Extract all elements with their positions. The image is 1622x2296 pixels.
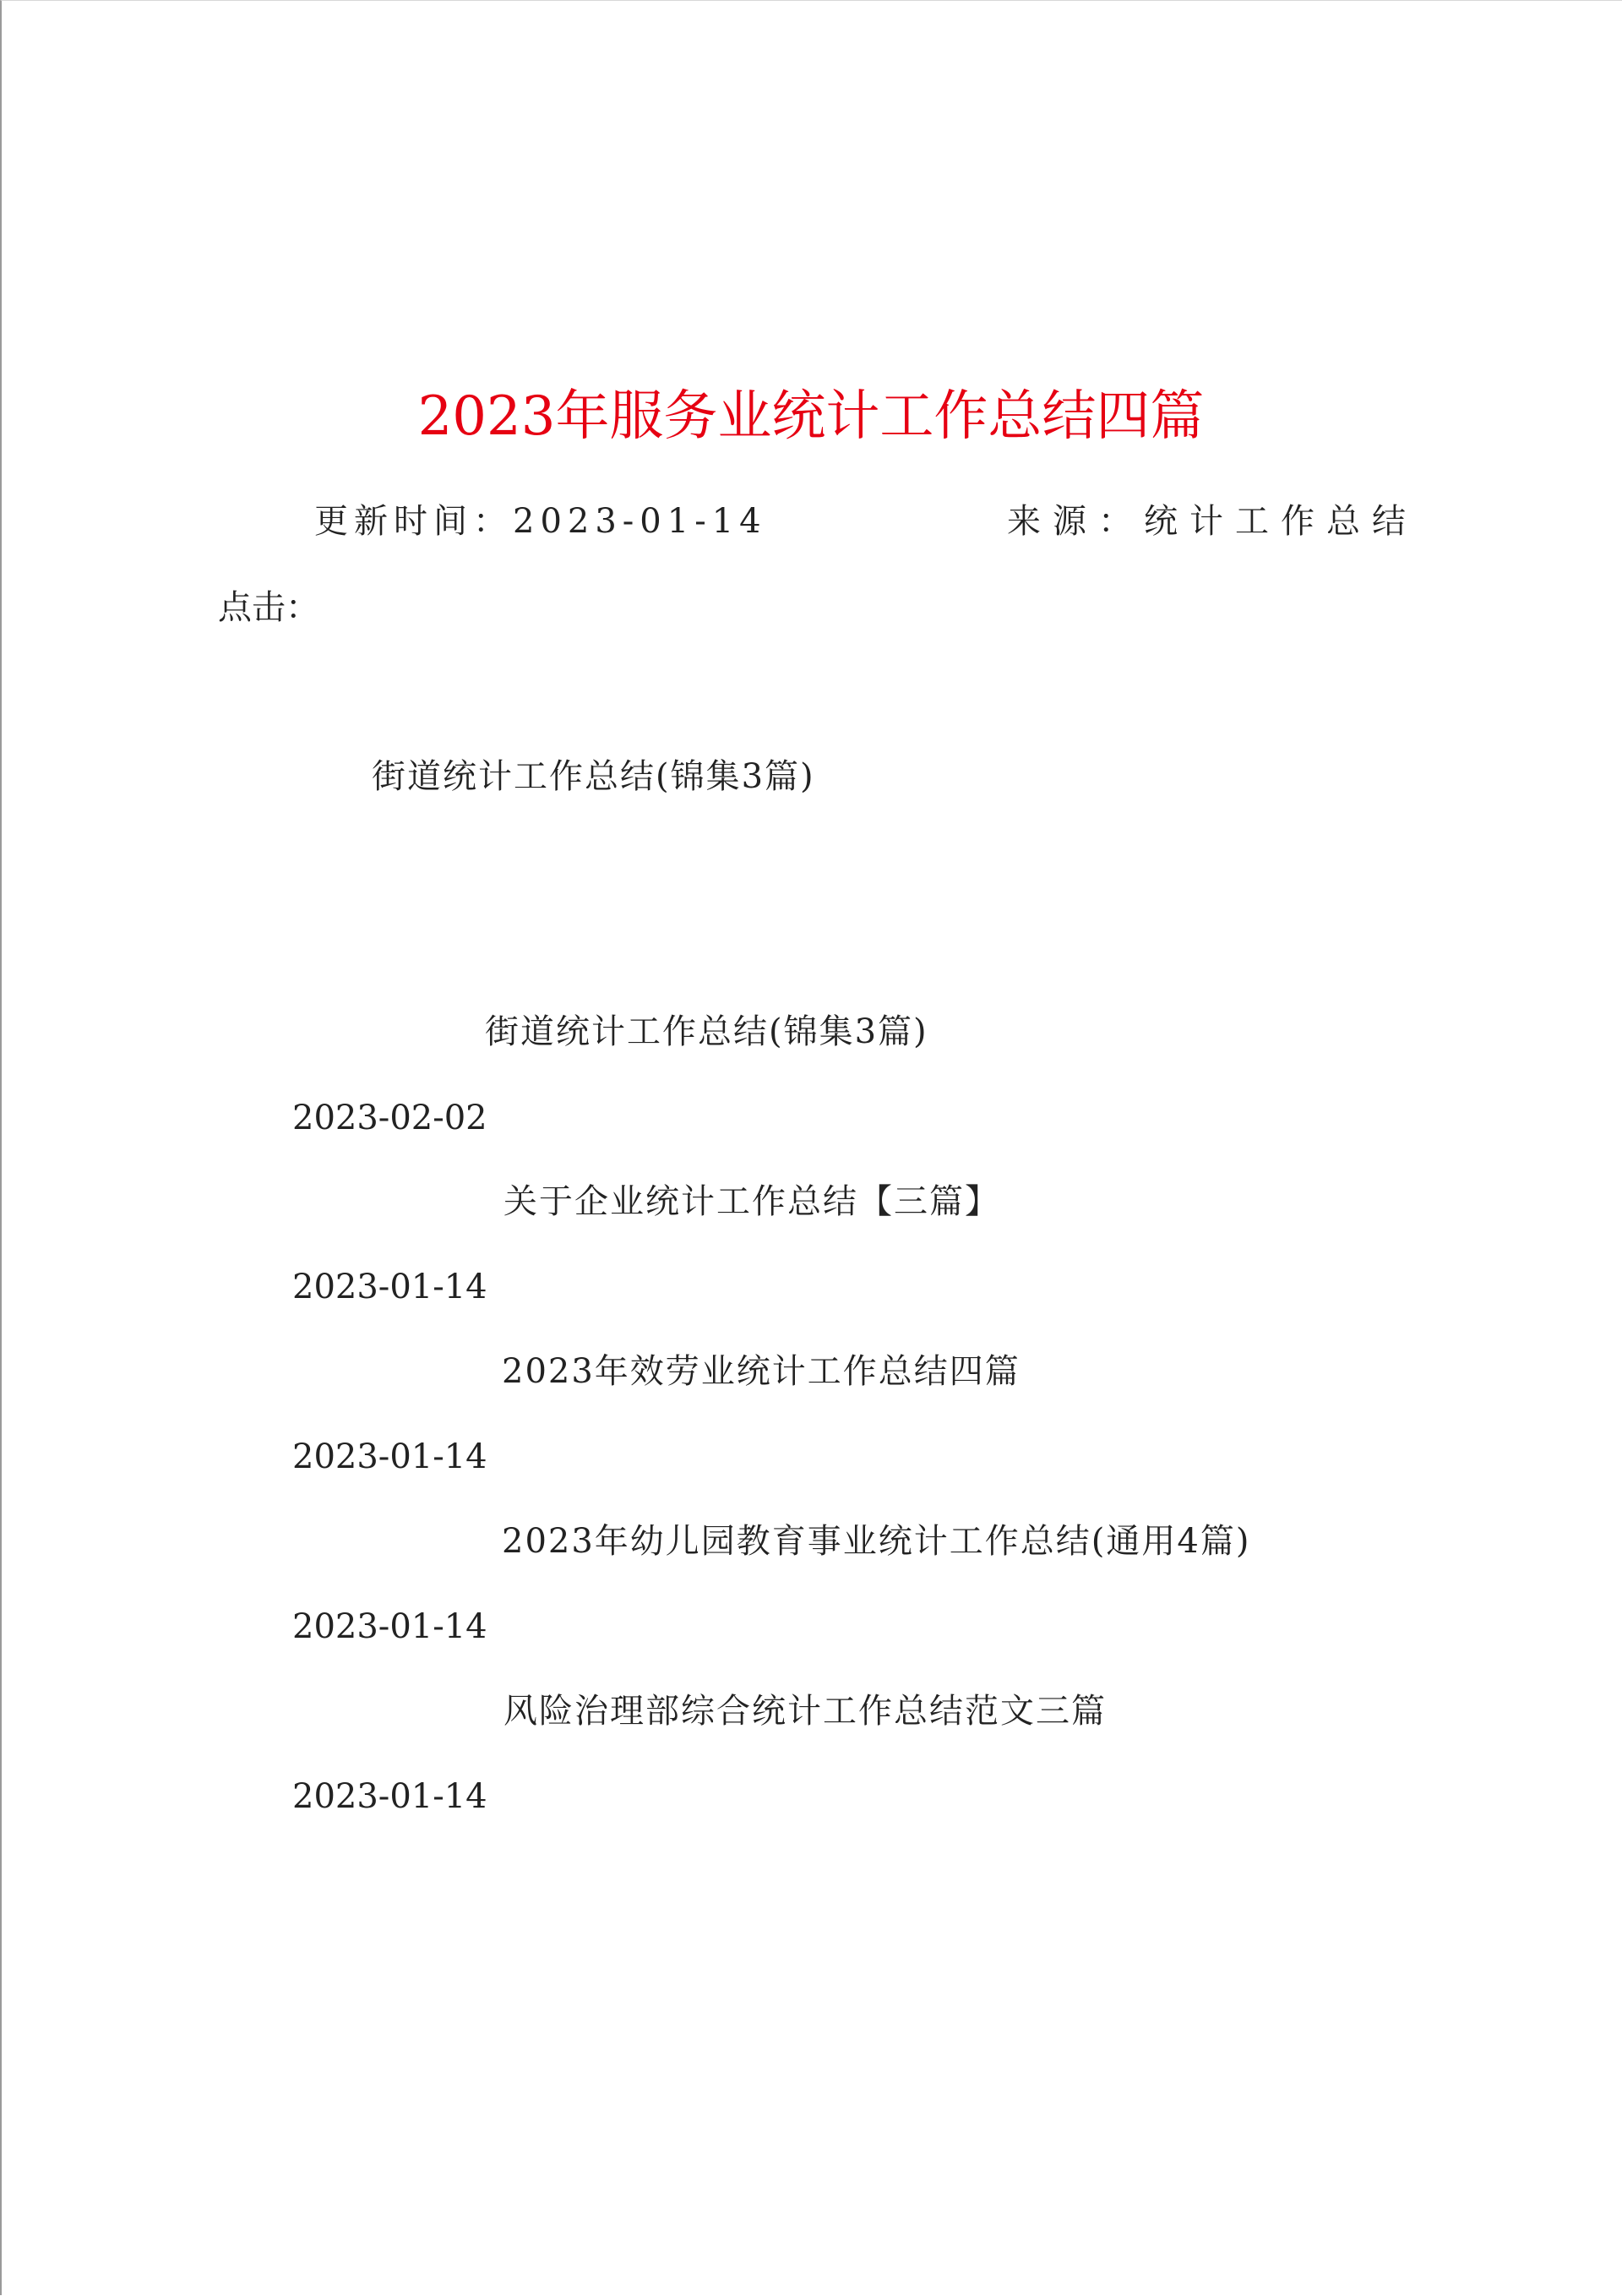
related-item-date: 2023-01-14 bbox=[292, 1777, 487, 1816]
related-item-date: 2023-01-14 bbox=[292, 1607, 487, 1646]
related-item-title[interactable]: 街道统计工作总结(锦集3篇) bbox=[485, 1012, 928, 1051]
related-item-date: 2023-01-14 bbox=[292, 1437, 487, 1476]
related-item-title[interactable]: 2023年幼儿园教育事业统计工作总结(通用4篇) bbox=[502, 1522, 1251, 1561]
featured-link[interactable]: 街道统计工作总结(锦集3篇) bbox=[372, 757, 815, 796]
related-item-date: 2023-01-14 bbox=[292, 1268, 487, 1306]
page-title: 2023年服务业统计工作总结四篇 bbox=[417, 384, 1205, 448]
click-count-label: 点击： bbox=[218, 588, 319, 627]
related-item-date: 2023-02-02 bbox=[292, 1099, 487, 1137]
update-time: 更新时间：2023-01-14 bbox=[314, 502, 767, 541]
related-item-title[interactable]: 关于企业统计工作总结【三篇】 bbox=[503, 1182, 1000, 1221]
related-item-title[interactable]: 风险治理部综合统计工作总结范文三篇 bbox=[503, 1692, 1107, 1731]
related-item-title[interactable]: 2023年效劳业统计工作总结四篇 bbox=[502, 1352, 1021, 1391]
source-label: 来源：统计工作总结 bbox=[1007, 502, 1418, 541]
